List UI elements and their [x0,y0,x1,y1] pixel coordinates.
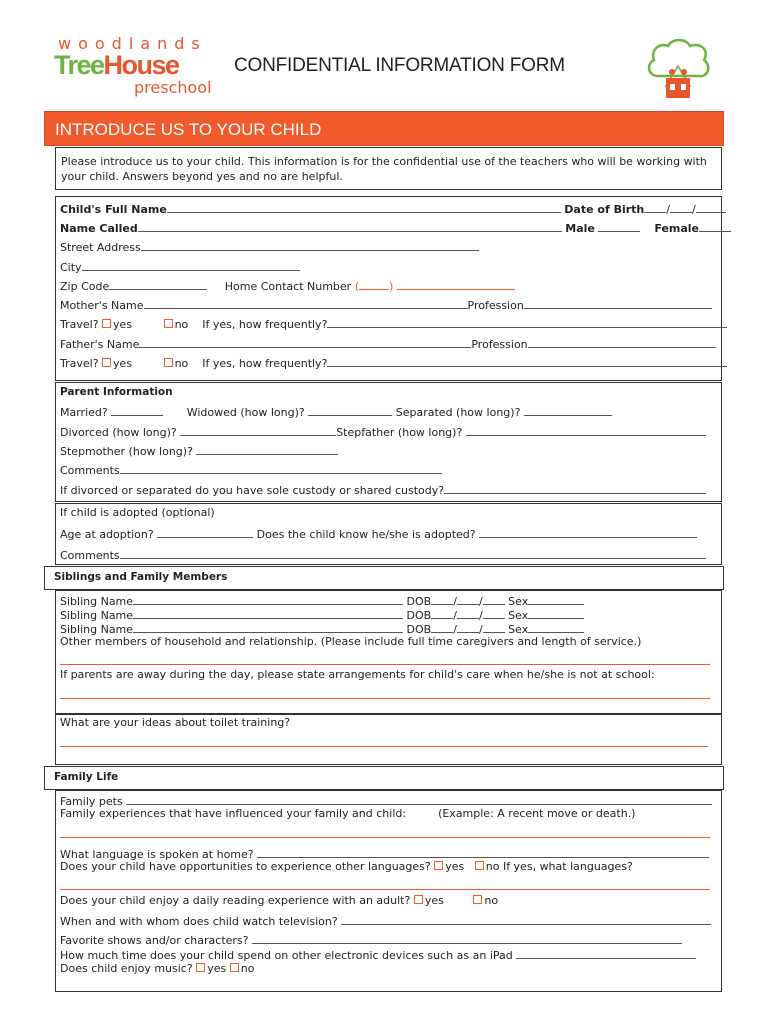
music-row: Does child enjoy music? yes no [60,962,255,975]
toilet-training-box [55,714,722,765]
mother-travel-no-checkbox[interactable] [164,319,173,328]
zip-row: Zip Code Home Contact Number ( ) [60,277,515,293]
other-languages-field[interactable] [60,889,710,890]
shows-field[interactable] [252,931,682,944]
reading-no-checkbox[interactable] [473,895,482,904]
language-field[interactable] [257,845,709,858]
married-row: Married? Widowed (how long)? Separated (how long)? [60,403,612,419]
mother-row: Mother's Name Profession [60,296,712,312]
devices-field[interactable] [516,946,696,959]
household-members-field[interactable] [60,664,710,665]
custody-row: If divorced or separated do you have sole custody or shared custody? [60,481,706,497]
experiences-field[interactable] [60,837,710,838]
logo-woodlands-text: woodlands [58,34,207,53]
logo-treehouse-text: TreeHouse [54,50,179,80]
parent-comments-row: Comments [60,461,442,477]
sibling-row: Sibling Name DOB / / Sex [60,620,584,636]
area-code-field[interactable] [359,277,389,290]
child-info-box [55,196,722,381]
toilet-training-label: What are your ideas about toilet training? [60,716,291,729]
sibling-row: Sibling Name DOB / / Sex [60,592,584,608]
dob-month-field[interactable] [644,200,666,213]
family-life-box [55,790,722,992]
male-field[interactable] [598,219,640,232]
father-travel-row: Travel? yes no If yes, how frequently? [60,354,727,370]
sibling-name-field[interactable] [133,606,403,619]
tv-row: When and with whom does child watch television? [60,912,711,928]
home-phone-field[interactable] [397,277,515,290]
adoption-title: If child is adopted (optional) [60,506,215,519]
mother-profession-field[interactable] [524,296,712,309]
toilet-training-field[interactable] [60,746,708,747]
other-lang-yes-checkbox[interactable] [434,861,443,870]
female-field[interactable] [699,219,731,232]
name-called-field[interactable] [138,219,562,232]
experiences-row: Family experiences that have influenced your family and child: (Example: A recent move or death.) [60,807,636,820]
widowed-field[interactable] [308,403,392,416]
mother-travel-row: Travel? yes no If yes, how frequently? [60,315,727,331]
custody-field[interactable] [444,481,706,494]
sibling-sex-field[interactable] [528,620,584,633]
parent-comments-field[interactable] [120,461,442,474]
section-banner [44,111,724,146]
adoption-knows-field[interactable] [479,525,697,538]
intro-text: Please introduce us to your child. This information is for the confidential use of the teachers who will be working with your child. Answers beyond yes and no are helpful. [61,155,707,183]
page-title: CONFIDENTIAL INFORMATION FORM [234,55,565,76]
siblings-box [55,590,722,714]
adoption-box [55,503,722,565]
music-no-checkbox[interactable] [230,963,239,972]
father-name-field[interactable] [139,335,471,348]
reading-row: Does your child enjoy a daily reading experience with an adult? yes no [60,894,499,907]
household-members-label: Other members of household and relationship. (Please include full time caregivers and length of service.) [60,635,642,648]
intro-box [55,147,722,190]
logo-preschool-text: preschool [134,78,212,97]
away-arrangements-field[interactable] [60,698,710,699]
language-row: What language is spoken at home? [60,845,709,861]
reading-yes-checkbox[interactable] [414,895,423,904]
name-called-row: Name Called Male Female [60,219,731,235]
mother-travel-yes-checkbox[interactable] [102,319,111,328]
family-life-header-box [44,766,724,790]
father-travel-freq-field[interactable] [327,354,727,367]
father-travel-no-checkbox[interactable] [164,358,173,367]
street-row: Street Address [60,238,479,254]
sibling-row: Sibling Name DOB / / Sex [60,606,584,622]
mother-name-field[interactable] [144,296,468,309]
adoption-age-row: Age at adoption? Does the child know he/she is adopted? [60,525,697,541]
school-logo [54,34,214,98]
siblings-title: Siblings and Family Members [54,571,228,583]
adoption-comments-field[interactable] [120,546,706,559]
music-yes-checkbox[interactable] [196,963,205,972]
sibling-name-field[interactable] [133,592,403,605]
street-field[interactable] [141,238,479,251]
other-languages-row: Does your child have opportunities to experience other languages? yes no If yes, what languages? [60,860,633,873]
child-name-row: Child's Full Name Date of Birth / / [60,200,726,216]
child-name-field[interactable] [167,200,561,213]
dob-year-field[interactable] [696,200,726,213]
devices-row: How much time does your child spend on other electronic devices such as an iPad [60,946,696,962]
banner-title: INTRODUCE US TO YOUR CHILD [55,120,322,139]
away-arrangements-label: If parents are away during the day, please state arrangements for child's care when he/she is not at school: [60,668,655,681]
parent-info-title: Parent Information [60,386,173,398]
separated-field[interactable] [524,403,612,416]
sibling-sex-field[interactable] [528,606,584,619]
father-travel-yes-checkbox[interactable] [102,358,111,367]
pets-field[interactable] [126,792,712,805]
family-life-title: Family Life [54,771,119,783]
parent-info-box [55,382,722,502]
stepmother-field[interactable] [196,442,338,455]
city-field[interactable] [82,258,300,271]
father-profession-field[interactable] [528,335,716,348]
father-row: Father's Name Profession [60,335,716,351]
siblings-header-box [44,566,724,590]
shows-row: Favorite shows and/or characters? [60,931,682,947]
stepfather-field[interactable] [466,423,706,436]
married-field[interactable] [111,403,163,416]
tv-field[interactable] [341,912,711,925]
pets-row: Family pets [60,792,712,808]
tree-house-icon [644,36,712,100]
stepmother-row: Stepmother (how long)? [60,442,338,458]
divorced-row: Divorced (how long)? Stepfather (how long)? [60,423,706,439]
divorced-field[interactable] [180,423,336,436]
adoption-comments-row: Comments [60,546,706,562]
city-row: City [60,258,300,274]
dob-day-field[interactable] [670,200,692,213]
sibling-sex-field[interactable] [528,592,584,605]
mother-travel-freq-field[interactable] [327,315,727,328]
adoption-age-field[interactable] [157,525,253,538]
sibling-name-field[interactable] [133,620,403,633]
other-lang-no-checkbox[interactable] [475,861,484,870]
zip-field[interactable] [109,277,207,290]
